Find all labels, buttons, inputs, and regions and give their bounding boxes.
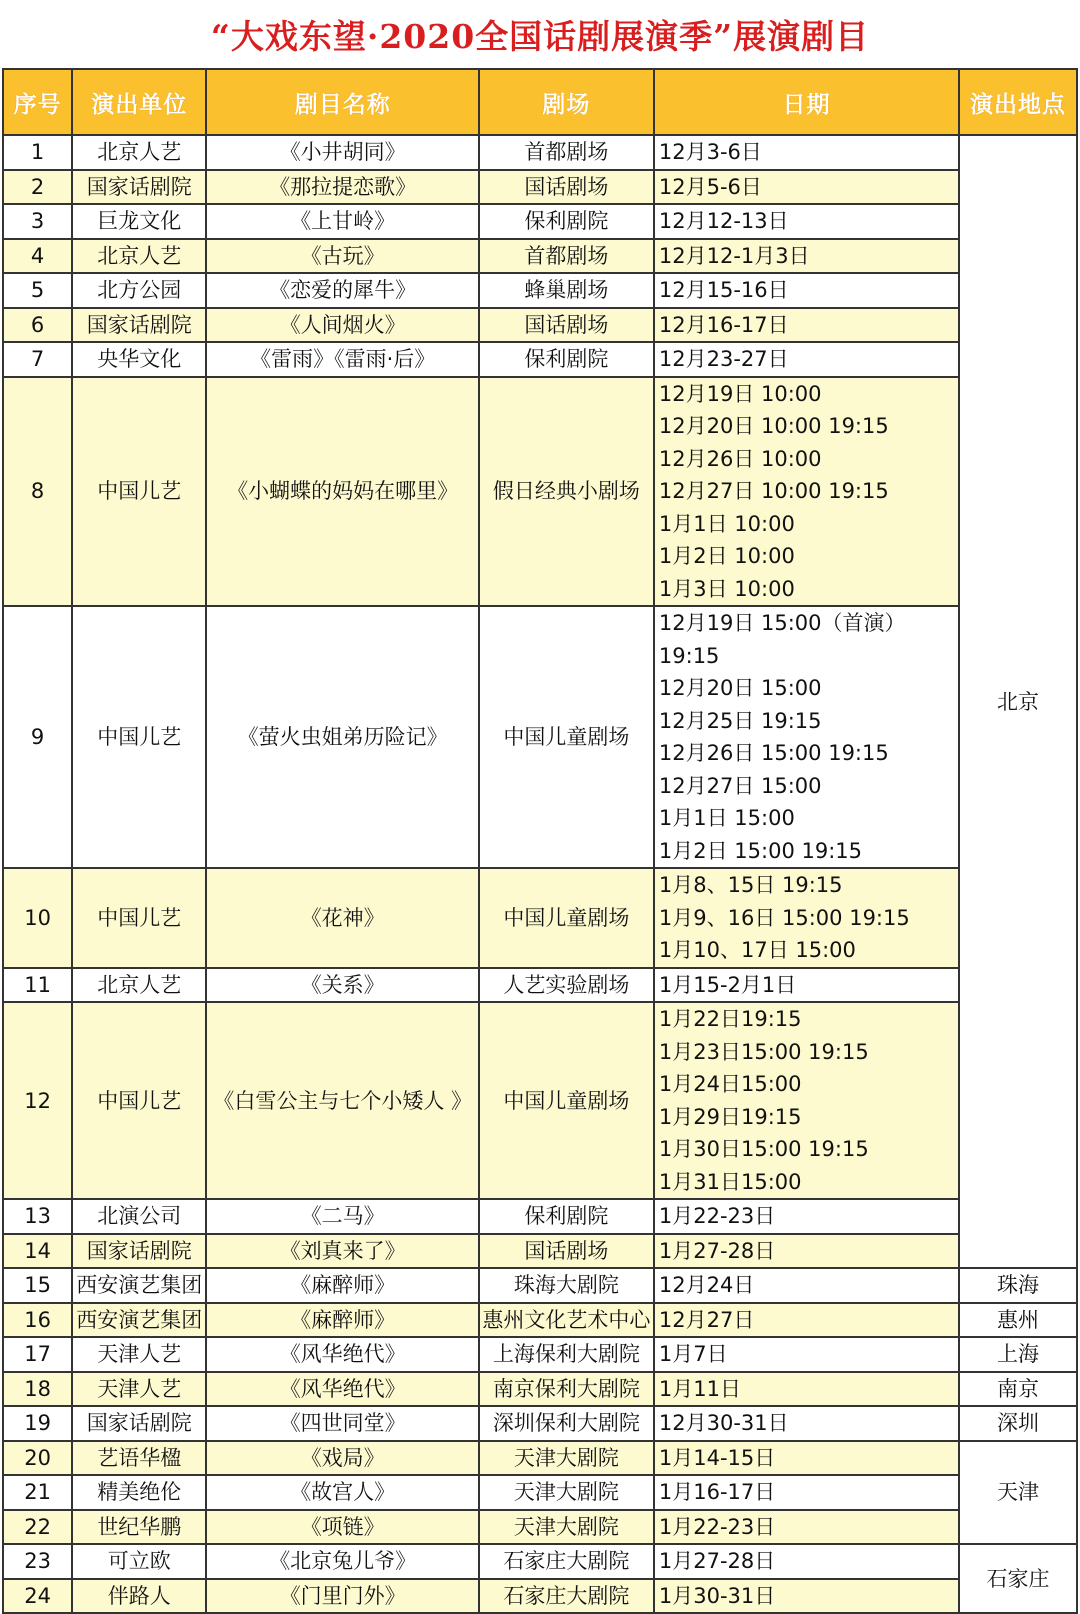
table-row [3,1510,1077,1545]
cell-unit: 国家话剧院 [72,170,206,205]
cell-no: 24 [3,1579,72,1614]
date-line: 1月16-17日 [658,1480,776,1504]
cell-no: 16 [3,1303,72,1338]
date-line: 1月8、15日 19:15 [658,873,843,897]
cell-unit: 国家话剧院 [72,1234,206,1269]
cell-unit: 艺语华楹 [72,1441,206,1476]
cell-location: 惠州 [959,1303,1077,1338]
cell-no: 7 [3,342,72,377]
date-line: 1月31日15:00 [658,1169,802,1194]
cell-date [654,342,959,377]
cell-location: 石家庄 [959,1544,1077,1613]
cell-no: 23 [3,1544,72,1579]
date-line: 12月20日 10:00 19:15 [658,414,889,438]
cell-date [654,1510,959,1545]
date-line: 1月27-28日 [658,1238,776,1263]
table-row [3,1199,1077,1234]
table-row [3,606,1077,868]
table-row [3,1406,1077,1441]
cell-unit: 国家话剧院 [72,1406,206,1441]
cell-unit: 北演公司 [72,1199,206,1234]
date-line: 1月7日 [658,1342,728,1366]
cell-unit: 北方公园 [72,273,206,308]
date-line: 1月22-23日 [658,1204,776,1228]
cell-no: 20 [3,1441,72,1476]
cell-theater: 惠州文化艺术中心 [479,1303,654,1338]
cell-play: 《小井胡同》 [206,135,479,170]
table-row [3,1234,1077,1269]
table-row [3,1441,1077,1476]
cell-no: 15 [3,1268,72,1303]
cell-unit: 北京人艺 [72,968,206,1003]
date-line: 12月19日 10:00 [658,381,822,406]
date-line: 12月25日 19:15 [658,708,822,733]
cell-unit: 天津人艺 [72,1372,206,1407]
date-line: 12月12-13日 [658,209,789,233]
date-line: 12月19日 15:00（首演） [658,611,906,635]
cell-date [654,273,959,308]
cell-no: 1 [3,135,72,170]
cell-date [654,377,959,607]
date-line: 1月23日15:00 19:15 [658,1039,869,1064]
cell-play: 《那拉提恋歌》 [206,170,479,205]
cell-unit: 北京人艺 [72,239,206,274]
date-line: 1月2日 15:00 19:15 [658,838,862,863]
table-row [3,377,1077,607]
cell-theater: 珠海大剧院 [479,1268,654,1303]
cell-unit: 西安演艺集团 [72,1268,206,1303]
date-line: 12月26日 10:00 [658,446,822,471]
cell-unit: 中国儿艺 [72,868,206,968]
cell-date [654,606,959,868]
date-line: 12月12-1月3日 [658,243,810,268]
table-row [3,204,1077,239]
date-line: 1月2日 10:00 [658,544,795,568]
cell-play: 《上甘岭》 [206,204,479,239]
cell-unit: 北京人艺 [72,135,206,170]
cell-theater: 保利剧院 [479,204,654,239]
page-title: “大戏东望·2020全国话剧展演季”展演剧目 [210,17,870,56]
cell-no: 18 [3,1372,72,1407]
cell-location: 珠海 [959,1268,1077,1303]
cell-theater: 人艺实验剧场 [479,968,654,1003]
date-line: 1月14-15日 [658,1445,776,1470]
cell-play: 《麻醉师》 [206,1268,479,1303]
cell-theater: 石家庄大剧院 [479,1544,654,1579]
date-line: 12月5-6日 [658,174,762,199]
date-line: 12月27日 10:00 19:15 [658,479,889,503]
cell-no: 9 [3,606,72,868]
cell-date [654,1199,959,1234]
cell-play: 《小蝴蝶的妈妈在哪里》 [206,377,479,607]
schedule-table [2,68,1078,1614]
date-line: 1月30日15:00 19:15 [658,1137,869,1161]
date-line: 19:15 [658,643,720,668]
cell-unit: 央华文化 [72,342,206,377]
cell-play: 《刘真来了》 [206,1234,479,1269]
table-row [3,1579,1077,1614]
table-row [3,170,1077,205]
date-line: 1月24日15:00 [658,1072,802,1096]
cell-unit: 国家话剧院 [72,308,206,343]
header-play: 剧目名称 [206,69,479,135]
table-row [3,968,1077,1003]
cell-unit: 可立欧 [72,1544,206,1579]
cell-no: 4 [3,239,72,274]
cell-play: 《风华绝代》 [206,1337,479,1372]
table-row [3,1372,1077,1407]
date-line: 1月15-2月1日 [658,972,797,997]
cell-date [654,968,959,1003]
date-line: 1月22日19:15 [658,1007,802,1031]
table-row [3,308,1077,343]
cell-play: 《故宫人》 [206,1475,479,1510]
date-line: 1月29日19:15 [658,1104,802,1129]
table-row [3,868,1077,968]
cell-no: 19 [3,1406,72,1441]
cell-no: 14 [3,1234,72,1269]
cell-unit: 中国儿艺 [72,606,206,868]
table-row [3,1475,1077,1510]
cell-no: 10 [3,868,72,968]
cell-date [654,135,959,170]
table-row [3,342,1077,377]
date-line: 1月1日 15:00 [658,806,795,830]
date-line: 1月3日 10:00 [658,576,795,601]
date-line: 12月27日 [658,1307,755,1332]
cell-theater: 南京保利大剧院 [479,1372,654,1407]
cell-theater: 保利剧院 [479,1199,654,1234]
cell-unit: 西安演艺集团 [72,1303,206,1338]
cell-date [654,1337,959,1372]
cell-play: 《萤火虫姐弟历险记》 [206,606,479,868]
cell-play: 《恋爱的犀牛》 [206,273,479,308]
cell-no: 3 [3,204,72,239]
cell-unit: 天津人艺 [72,1337,206,1372]
cell-play: 《风华绝代》 [206,1372,479,1407]
cell-play: 《麻醉师》 [206,1303,479,1338]
cell-play: 《人间烟火》 [206,308,479,343]
cell-theater: 石家庄大剧院 [479,1579,654,1614]
cell-no: 11 [3,968,72,1003]
cell-play: 《二马》 [206,1199,479,1234]
cell-unit: 中国儿艺 [72,377,206,607]
cell-theater: 上海保利大剧院 [479,1337,654,1372]
cell-unit: 世纪华鹏 [72,1510,206,1545]
table-row [3,1002,1077,1199]
cell-unit: 精美绝伦 [72,1475,206,1510]
cell-theater: 深圳保利大剧院 [479,1406,654,1441]
cell-date [654,1475,959,1510]
table-body [3,135,1077,1613]
cell-location: 南京 [959,1372,1077,1407]
cell-date [654,239,959,274]
cell-date [654,170,959,205]
cell-play: 《项链》 [206,1510,479,1545]
header-date: 日期 [654,69,959,135]
cell-date [654,1372,959,1407]
date-line: 1月9、16日 15:00 19:15 [658,905,910,930]
table-row [3,1303,1077,1338]
cell-date [654,204,959,239]
cell-theater: 国话剧场 [479,308,654,343]
cell-no: 13 [3,1199,72,1234]
cell-play: 《白雪公主与七个小矮人 》 [206,1002,479,1199]
cell-play: 《戏局》 [206,1441,479,1476]
cell-theater: 国话剧场 [479,1234,654,1269]
date-line: 12月30-31日 [658,1411,789,1435]
date-line: 1月1日 10:00 [658,511,795,536]
date-line: 12月26日 15:00 19:15 [658,741,889,765]
cell-no: 17 [3,1337,72,1372]
cell-unit: 伴路人 [72,1579,206,1614]
cell-location: 上海 [959,1337,1077,1372]
cell-theater: 中国儿童剧场 [479,606,654,868]
cell-no: 12 [3,1002,72,1199]
date-line: 12月16-17日 [658,312,789,337]
cell-date [654,1544,959,1579]
cell-location: 天津 [959,1441,1077,1545]
cell-play: 《古玩》 [206,239,479,274]
cell-theater: 天津大剧院 [479,1510,654,1545]
cell-date [654,1303,959,1338]
cell-date [654,1579,959,1614]
date-line: 12月15-16日 [658,278,789,302]
header-no: 序号 [3,69,72,135]
table-row [3,1268,1077,1303]
cell-location: 北京 [959,135,1077,1268]
cell-theater: 天津大剧院 [479,1475,654,1510]
date-line: 1月11日 [658,1376,741,1401]
date-line: 12月3-6日 [658,140,762,164]
cell-theater: 首都剧场 [479,135,654,170]
header-row [3,69,1077,135]
cell-date [654,1234,959,1269]
cell-theater: 保利剧院 [479,342,654,377]
table-row [3,135,1077,170]
date-line: 1月10、17日 15:00 [658,938,856,962]
cell-location: 深圳 [959,1406,1077,1441]
cell-play: 《北京兔儿爷》 [206,1544,479,1579]
cell-theater: 首都剧场 [479,239,654,274]
cell-play: 《关系》 [206,968,479,1003]
cell-no: 8 [3,377,72,607]
table-row [3,239,1077,274]
date-line: 12月24日 [658,1273,755,1297]
cell-play: 《门里门外》 [206,1579,479,1614]
date-line: 1月27-28日 [658,1549,776,1573]
date-line: 1月22-23日 [658,1514,776,1539]
table-row [3,273,1077,308]
date-line: 12月20日 15:00 [658,676,822,700]
cell-theater: 假日经典小剧场 [479,377,654,607]
cell-theater: 国话剧场 [479,170,654,205]
cell-date [654,868,959,968]
cell-no: 5 [3,273,72,308]
table-row [3,1337,1077,1372]
cell-play: 《四世同堂》 [206,1406,479,1441]
cell-no: 22 [3,1510,72,1545]
cell-theater: 天津大剧院 [479,1441,654,1476]
date-line: 12月27日 15:00 [658,773,822,798]
header-theater: 剧场 [479,69,654,135]
cell-unit: 巨龙文化 [72,204,206,239]
cell-theater: 蜂巢剧场 [479,273,654,308]
cell-play: 《雷雨》《雷雨·后》 [206,342,479,377]
date-line: 12月23-27日 [658,347,789,371]
cell-no: 21 [3,1475,72,1510]
cell-no: 6 [3,308,72,343]
date-line: 1月30-31日 [658,1583,776,1608]
cell-unit: 中国儿艺 [72,1002,206,1199]
cell-no: 2 [3,170,72,205]
cell-date [654,1441,959,1476]
cell-theater: 中国儿童剧场 [479,868,654,968]
cell-date [654,1406,959,1441]
cell-date [654,308,959,343]
cell-date [654,1002,959,1199]
header-location: 演出地点 [959,69,1077,135]
cell-date [654,1268,959,1303]
cell-theater: 中国儿童剧场 [479,1002,654,1199]
cell-play: 《花神》 [206,868,479,968]
table-row [3,1544,1077,1579]
header-unit: 演出单位 [72,69,206,135]
